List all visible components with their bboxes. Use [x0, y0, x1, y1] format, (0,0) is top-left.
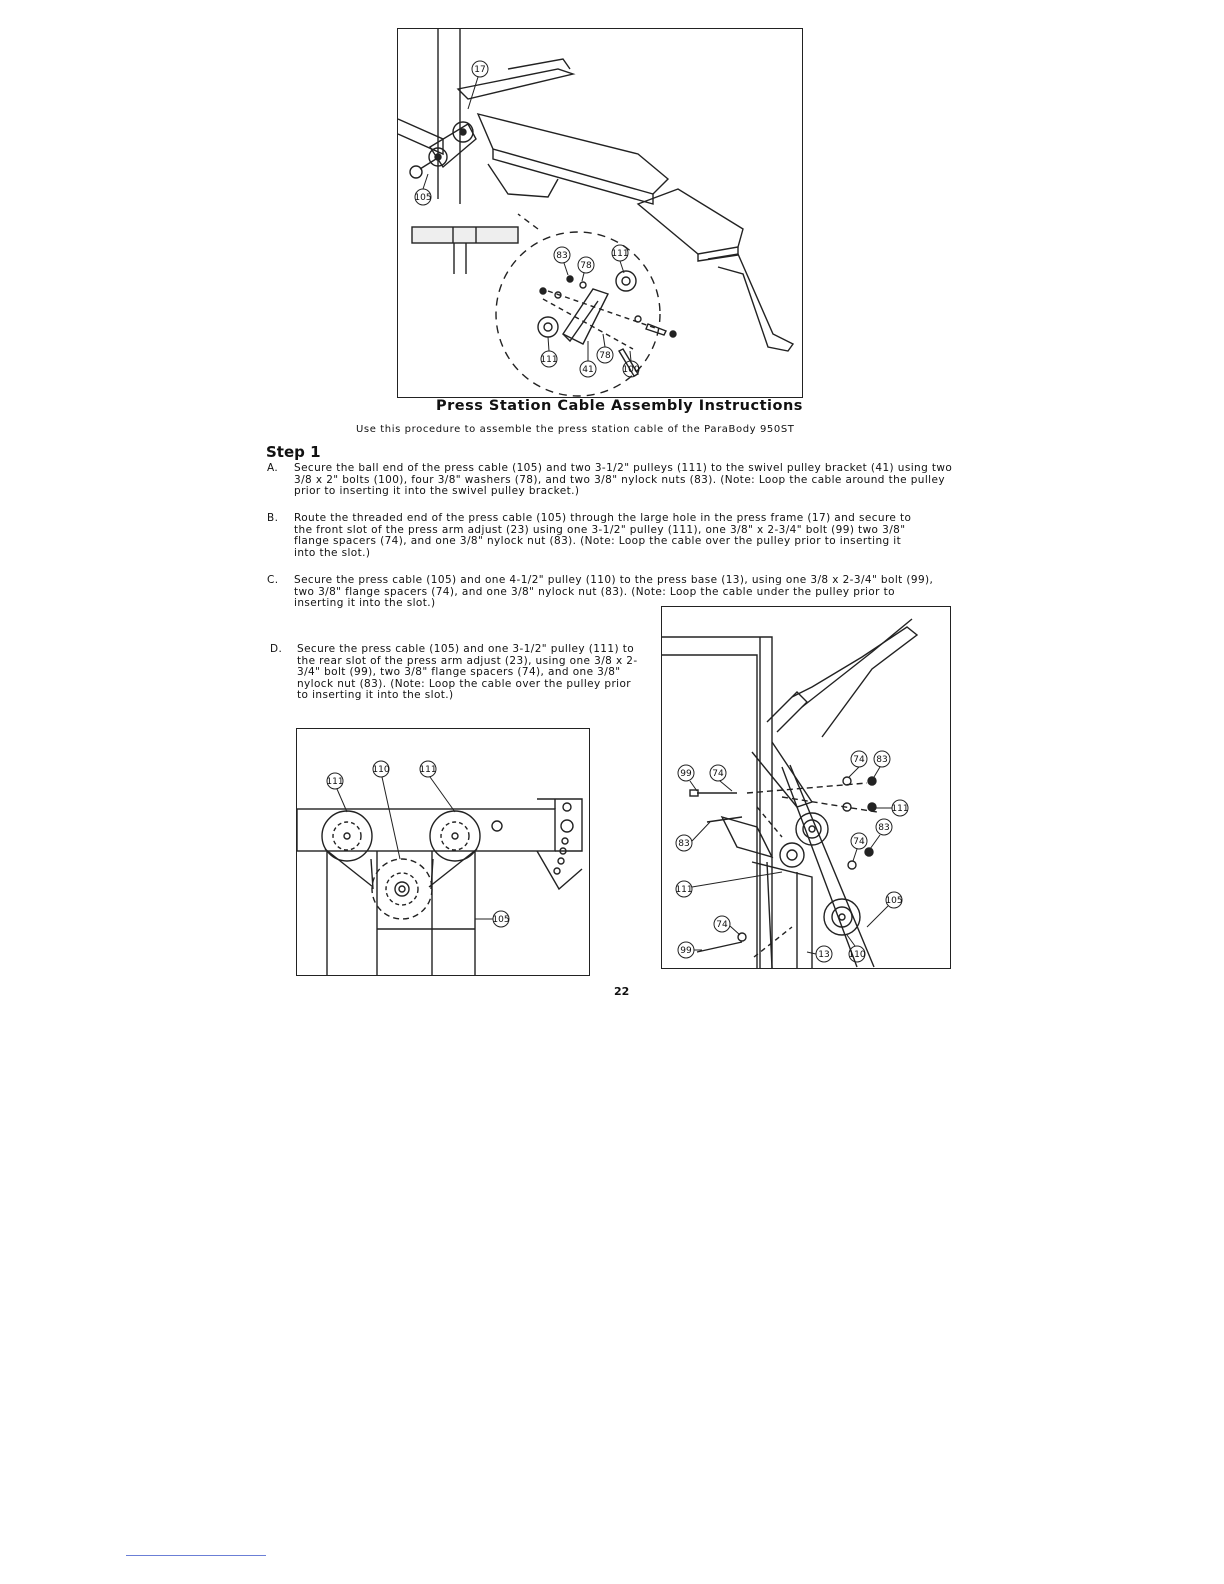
- press-arm-illustration: [662, 607, 950, 968]
- figure-pulley-routing: [296, 728, 590, 976]
- callout-111: 111: [675, 885, 693, 895]
- callout-74: 74: [853, 755, 865, 765]
- callout-41: 41: [582, 365, 594, 375]
- step-c: [267, 574, 944, 610]
- callout-74: 74: [712, 769, 724, 779]
- page-title: Press Station Cable Assembly Instructions: [436, 398, 803, 414]
- callout-83: 83: [878, 823, 890, 833]
- callout-110: 110: [848, 950, 866, 960]
- callout-111: 111: [540, 355, 558, 365]
- step-b: [267, 512, 914, 559]
- callout-78: 78: [599, 351, 611, 361]
- callout-105: 105: [492, 915, 510, 925]
- figure-bench-pulley-bracket: [397, 28, 803, 398]
- step-b-text: Route the threaded end of the press cable (105) through the large hole in the press frame (17) and secure to the front slot of the press arm adjust (23) using one 3-1/2" pulley (111), one 3/8" x 2-3/4" bolt (99) two 3/8" flange spacers (74), and one 3/8" nylock nut (83). (Note: Loop the cable over the pulley prior to inserting it into the slot.): [294, 512, 912, 559]
- callout-83: 83: [876, 755, 888, 765]
- page-subtitle: Use this procedure to assemble the press station cable of the ParaBody 950ST: [356, 424, 795, 435]
- callout-111: 111: [611, 249, 629, 259]
- callout-111: 111: [326, 777, 344, 787]
- step-c-text: Secure the press cable (105) and one 4-1/2" pulley (110) to the press base (13), using one 3/8 x 2-3/4" bolt (99), two 3/8" flange spacers (74), and one 3/8" nylock nut (83). (Note: Loop the cable under the pulley prior to inserting it into the slot.): [294, 574, 934, 609]
- step-b-letter: B.: [267, 512, 279, 524]
- scan-artifact-line: [126, 1555, 266, 1556]
- callout-99: 99: [680, 946, 692, 956]
- callout-99: 99: [680, 769, 692, 779]
- callout-100: 100: [622, 365, 640, 375]
- callout-74: 74: [853, 837, 865, 847]
- step-a-text: Secure the ball end of the press cable (105) and two 3-1/2" pulleys (111) to the swivel pulley bracket (41) using two 3/8 x 2" bolts (100), four 3/8" washers (78), and two 3/8" nylock nuts (83). (Note: Loop the cable around the pulley prior to inserting it into the swivel pulley bracket.): [294, 462, 953, 497]
- callout-110: 110: [372, 765, 390, 775]
- figure-press-arm-assembly: [661, 606, 951, 969]
- callout-13: 13: [818, 950, 830, 960]
- step-d-text: Secure the press cable (105) and one 3-1/2" pulley (111) to the rear slot of the press arm adjust (23), using one 3/8 x 2-3/4" bolt (99), two 3/8" flange spacers (74), and one 3/8" nylock nut (83). (Note: Loop the cable over the pulley prior to inserting it into the slot.): [297, 643, 638, 701]
- callout-105: 105: [414, 193, 432, 203]
- step-d-letter: D.: [270, 643, 283, 655]
- callout-83: 83: [556, 251, 568, 261]
- callout-83: 83: [678, 839, 690, 849]
- step-a-letter: A.: [267, 462, 279, 474]
- callout-78: 78: [580, 261, 592, 271]
- callout-105: 105: [885, 896, 903, 906]
- step-c-letter: C.: [267, 574, 279, 586]
- pulley-routing-illustration: [297, 729, 589, 975]
- bench-illustration: [398, 29, 802, 397]
- step-d: [270, 643, 642, 702]
- callout-17: 17: [474, 65, 486, 75]
- step-heading: Step 1: [266, 443, 321, 461]
- callout-111: 111: [891, 804, 909, 814]
- step-a: [267, 462, 954, 498]
- callout-74: 74: [716, 920, 728, 930]
- page-number: 22: [614, 985, 630, 998]
- callout-111: 111: [419, 765, 437, 775]
